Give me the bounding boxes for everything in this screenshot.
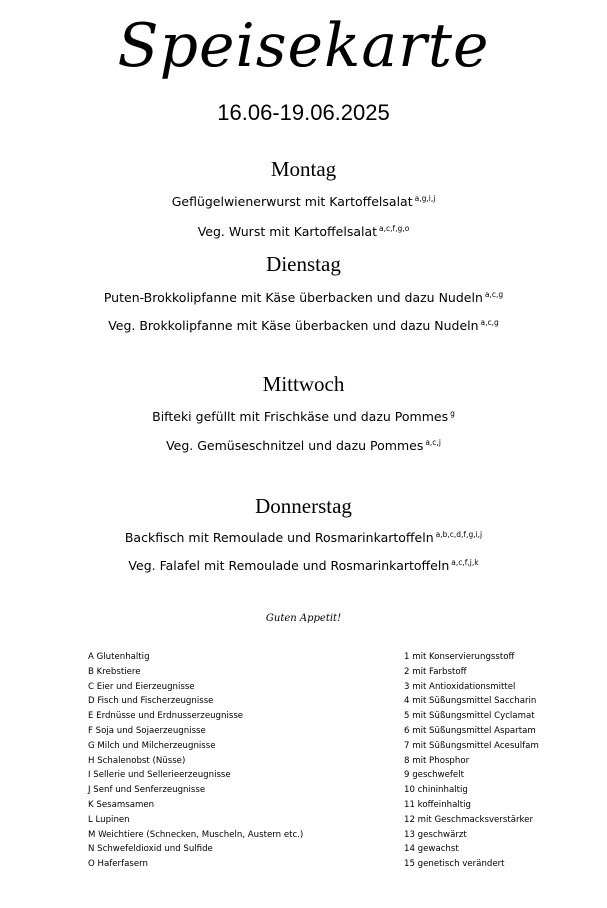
- legend-item: H Schalenobst (Nüsse): [88, 755, 186, 766]
- legend-item: 6 mit Süßungsmittel Aspartam: [404, 725, 536, 736]
- dish-allergens: a,c,f,j,k: [451, 558, 479, 567]
- menu-title: Speisekarte: [117, 11, 490, 81]
- legend-item: N Schwefeldioxid und Sulfide: [88, 844, 213, 855]
- dish-text: Bifteki gefüllt mit Frischkäse und dazu Pommes: [152, 409, 449, 424]
- legend-item: M Weichtiere (Schnecken, Muscheln, Austern etc.): [88, 829, 304, 840]
- dish-allergens: a,c,g: [480, 318, 499, 327]
- dish-text: Veg. Gemüseschnitzel und dazu Pommes: [166, 438, 424, 453]
- dish-item: [0, 409, 607, 424]
- dish-item: [0, 438, 607, 453]
- legend-item: 15 genetisch verändert: [404, 859, 505, 870]
- legend-item: L Lupinen: [88, 814, 130, 825]
- dish-allergens: a,g,i,j: [414, 194, 436, 203]
- dish-text: Veg. Brokkolipfanne mit Käse überbacken und dazu Nudeln: [108, 318, 479, 333]
- dish-allergens: a,c,g: [484, 290, 504, 299]
- legend-item: E Erdnüsse und Erdnusserzeugnisse: [88, 711, 244, 722]
- legend-item: I Sellerie und Sellerieerzeugnisse: [88, 770, 231, 781]
- legend-item: O Haferfasern: [88, 859, 148, 870]
- legend-item: 14 gewachst: [404, 844, 459, 855]
- dish-allergens: a,c,j: [425, 438, 441, 447]
- legend-item: K Sesamsamen: [88, 799, 155, 810]
- legend-item: A Glutenhaltig: [88, 652, 150, 662]
- date-range: 16.06-19.06.2025: [217, 100, 390, 125]
- day-heading-donnerstag: Donnerstag: [255, 494, 352, 518]
- legend-item: 8 mit Phosphor: [404, 755, 470, 766]
- legend-item: 13 geschwärzt: [404, 829, 467, 840]
- dish-allergens: a,c,f,g,o: [379, 224, 410, 233]
- legend-item: 5 mit Süßungsmittel Cyclamat: [404, 711, 535, 722]
- legend-item: D Fisch und Fischerzeugnisse: [88, 696, 214, 707]
- legend-item: B Krebstiere: [88, 666, 141, 677]
- legend-item: 2 mit Farbstoff: [404, 666, 467, 677]
- legend-item: G Milch und Milcherzeugnisse: [88, 740, 216, 751]
- legend-item: 9 geschwefelt: [404, 770, 464, 781]
- legend-item: J Senf und Senferzeugnisse: [88, 785, 206, 796]
- legend-item: 1 mit Konservierungsstoff: [404, 652, 515, 662]
- dish-item: [0, 194, 607, 209]
- dish-text: Puten-Brokkolipfanne mit Käse überbacken und dazu Nudeln: [103, 290, 483, 305]
- legend-item: 11 koffeinhaltig: [404, 799, 471, 810]
- allergen-legend: [88, 650, 303, 872]
- dish-text: Geflügelwienerwurst mit Kartoffelsalat: [171, 194, 413, 209]
- dish-item: [0, 530, 607, 545]
- dish-text: Backfisch mit Remoulade und Rosmarinkartoffeln: [124, 530, 434, 545]
- legend-item: 12 mit Geschmacksverstärker: [404, 814, 533, 825]
- dish-item: [0, 318, 607, 333]
- legend-item: 10 chininhaltig: [404, 785, 468, 796]
- dish-item: [0, 558, 607, 573]
- day-heading-montag: Montag: [270, 157, 337, 181]
- dish-item: [0, 290, 607, 305]
- dish-item: [0, 224, 607, 239]
- dish-text: Veg. Falafel mit Remoulade und Rosmarinkartoffeln: [128, 558, 450, 573]
- legend-item: 7 mit Süßungsmittel Acesulfam: [404, 740, 539, 751]
- day-heading-dienstag: Dienstag: [266, 252, 341, 276]
- closing-greeting: Guten Appetit!: [265, 613, 342, 624]
- legend-item: 3 mit Antioxidationsmittel: [404, 681, 516, 692]
- legend-item: 4 mit Süßungsmittel Saccharin: [404, 696, 537, 707]
- additive-legend: [404, 650, 539, 872]
- legend-item: F Soja und Sojaerzeugnisse: [88, 725, 206, 736]
- legend-item: C Eier und Eierzeugnisse: [88, 681, 195, 692]
- dish-allergens: a,b,c,d,f,g,i,j: [435, 530, 483, 539]
- dish-text: Veg. Wurst mit Kartoffelsalat: [197, 224, 378, 239]
- dish-allergens: g: [450, 409, 455, 418]
- day-heading-mittwoch: Mittwoch: [262, 372, 345, 396]
